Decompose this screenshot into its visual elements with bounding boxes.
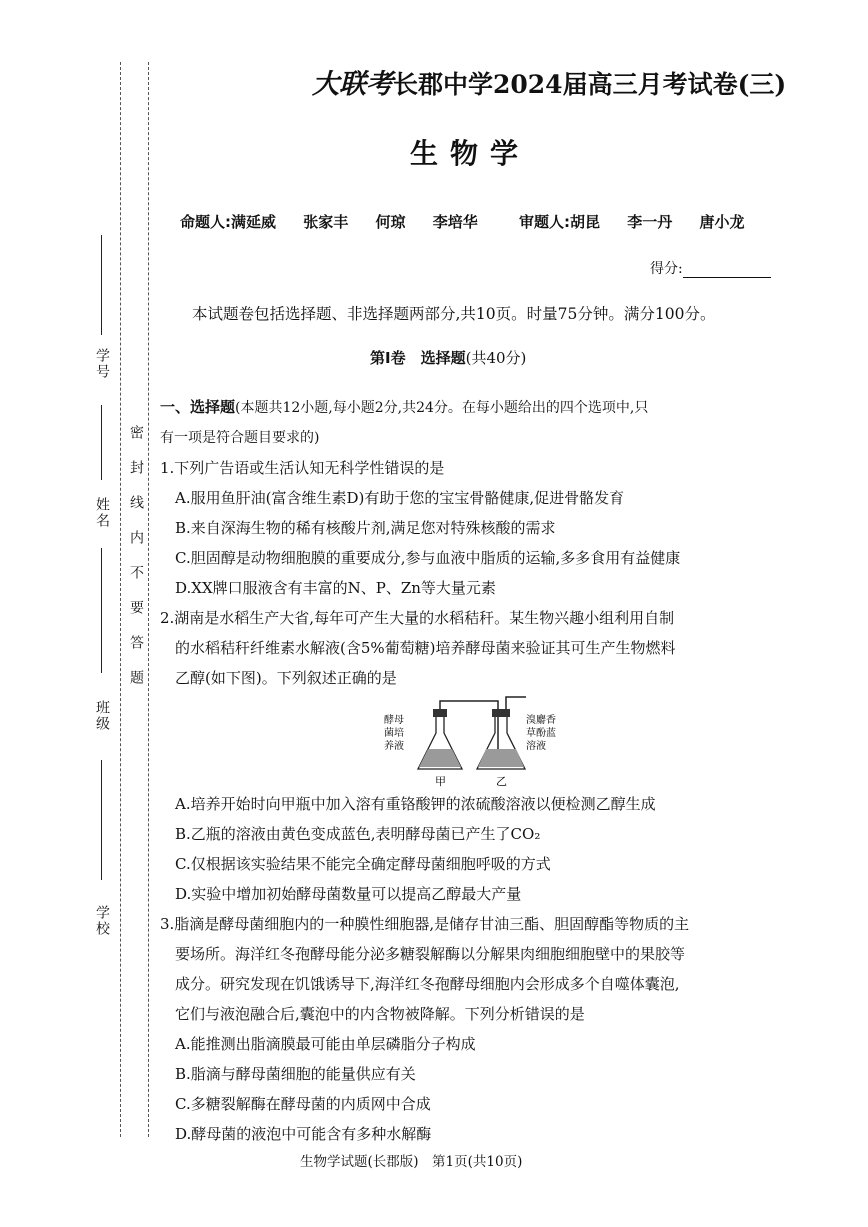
brand-logo: 大联考 bbox=[312, 69, 393, 100]
question-3-option-b: B.脂滴与酵母菌细胞的能量供应有关 bbox=[175, 1065, 416, 1083]
question-1-option-d: D.XX牌口服液含有丰富的N、P、Zn等大量元素 bbox=[175, 579, 496, 597]
flask-a-liquid bbox=[419, 749, 461, 767]
section-heading bbox=[370, 347, 526, 368]
student-number-label: 学号 bbox=[94, 348, 110, 380]
fermentation-apparatus-diagram bbox=[380, 693, 580, 789]
student-number-blank[interactable] bbox=[101, 235, 102, 335]
question-3-stem-1: 3.脂滴是酵母菌细胞内的一种膜性细胞器,是储存甘油三酯、胆固醇酯等物质的主 bbox=[160, 915, 690, 933]
part-desc-2: 有一项是符合题目要求的) bbox=[160, 430, 320, 446]
flask-a-label-3: 养液 bbox=[384, 741, 404, 752]
subject-title: 生物学 bbox=[410, 137, 531, 170]
flask-b-label-3: 溶液 bbox=[526, 741, 546, 752]
question-3-option-c: C.多糖裂解酶在酵母菌的内质网中合成 bbox=[175, 1095, 431, 1113]
binding-line-inner bbox=[148, 62, 149, 1137]
question-1-option-c: C.胆固醇是动物细胞膜的重要成分,参与血液中脂质的运输,多多食用有益健康 bbox=[175, 549, 681, 567]
question-3-option-a: A.能推测出脂滴膜最可能由单层磷脂分子构成 bbox=[175, 1035, 476, 1053]
school-label: 学校 bbox=[94, 905, 110, 937]
question-1-stem: 1.下列广告语或生活认知无科学性错误的是 bbox=[160, 459, 445, 477]
flask-a-stopper bbox=[433, 709, 447, 717]
reviewer-2: 李一丹 bbox=[627, 213, 673, 231]
author-2: 张家丰 bbox=[303, 213, 349, 231]
flask-a-label-1: 酵母 bbox=[384, 715, 404, 726]
exam-title bbox=[312, 62, 786, 101]
author-1: 命题人:满延威 bbox=[180, 213, 276, 231]
question-2-figure bbox=[160, 693, 785, 789]
name-blank-top[interactable] bbox=[101, 405, 102, 480]
question-3-stem-3: 成分。研究发现在饥饿诱导下,海洋红冬孢酵母细胞内会形成多个自噬体囊泡, bbox=[175, 975, 680, 993]
flask-b-label-2: 草酚蓝 bbox=[526, 728, 556, 739]
class-blank[interactable] bbox=[101, 760, 102, 880]
question-3-stem-2: 要场所。海洋红冬孢酵母能分泌多糖裂解酶以分解果肉细胞细胞壁中的果胶等 bbox=[175, 945, 686, 963]
binding-line-outer bbox=[120, 62, 121, 1137]
class-label: 班级 bbox=[94, 700, 110, 732]
question-2-option-c: C.仅根据该实验结果不能完全确定酵母菌细胞呼吸的方式 bbox=[175, 855, 551, 873]
flask-a-name: 甲 bbox=[435, 775, 446, 788]
seal-line-notice: 密封线内不要答题 bbox=[128, 425, 144, 705]
name-blank[interactable] bbox=[101, 548, 102, 673]
section-title: 第Ⅰ卷 选择题 bbox=[370, 349, 466, 367]
question-1-option-b: B.来自深海生物的稀有核酸片剂,满足您对特殊核酸的需求 bbox=[175, 519, 556, 537]
part-desc-1: (本题共12小题,每小题2分,共24分。在每小题给出的四个选项中,只 bbox=[235, 400, 649, 416]
flask-b-name: 乙 bbox=[496, 775, 507, 788]
author-3: 何琼 bbox=[375, 213, 406, 231]
score-label: 得分: bbox=[650, 261, 683, 277]
exam-title-text: 长郡中学2024届高三月考试卷(三) bbox=[393, 70, 787, 99]
question-2-stem-2: 的水稻秸秆纤维素水解液(含5%葡萄糖)培养酵母菌来验证其可生产生物燃料 bbox=[175, 639, 676, 657]
name-label: 姓名 bbox=[94, 497, 110, 529]
part-heading bbox=[160, 392, 785, 423]
question-body bbox=[160, 392, 785, 1149]
author-4: 李培华 bbox=[432, 213, 478, 231]
flask-a-label-2: 菌培 bbox=[384, 728, 404, 739]
reviewer-1: 审题人:胡昆 bbox=[518, 213, 600, 231]
page-footer: 生物学试题(长郡版) 第1页(共10页) bbox=[300, 1154, 523, 1170]
flask-b-label-1: 溴麝香 bbox=[526, 715, 556, 726]
flask-b-liquid bbox=[478, 749, 524, 767]
flask-b-stopper bbox=[492, 709, 510, 717]
score-blank[interactable] bbox=[683, 263, 771, 278]
question-2-option-b: B.乙瓶的溶液由黄色变成蓝色,表明酵母菌已产生了CO₂ bbox=[175, 825, 541, 843]
section-score: (共40分) bbox=[465, 349, 527, 367]
part-title: 一、选择题 bbox=[160, 398, 236, 416]
authors-line bbox=[180, 211, 766, 232]
question-3-stem-4: 它们与液泡融合后,囊泡中的内含物被降解。下列分析错误的是 bbox=[175, 1005, 585, 1023]
question-1-option-a: A.服用鱼肝油(富含维生素D)有助于您的宝宝骨骼健康,促进骨骼发育 bbox=[175, 489, 625, 507]
question-2-stem-1: 2.湖南是水稻生产大省,每年可产生大量的水稻秸秆。某生物兴趣小组利用自制 bbox=[160, 609, 675, 627]
question-3-option-d: D.酵母菌的液泡中可能含有多种水解酶 bbox=[175, 1125, 432, 1143]
connecting-tube bbox=[440, 701, 498, 755]
reviewer-3: 唐小龙 bbox=[699, 213, 745, 231]
question-2-option-a: A.培养开始时向甲瓶中加入溶有重铬酸钾的浓硫酸溶液以便检测乙醇生成 bbox=[175, 795, 656, 813]
question-2-option-d: D.实验中增加初始酵母菌数量可以提高乙醇最大产量 bbox=[175, 885, 522, 903]
score-field bbox=[650, 258, 771, 278]
exam-intro: 本试题卷包括选择题、非选择题两部分,共10页。时量75分钟。满分100分。 bbox=[192, 305, 716, 323]
question-2-stem-3: 乙醇(如下图)。下列叙述正确的是 bbox=[175, 669, 397, 687]
